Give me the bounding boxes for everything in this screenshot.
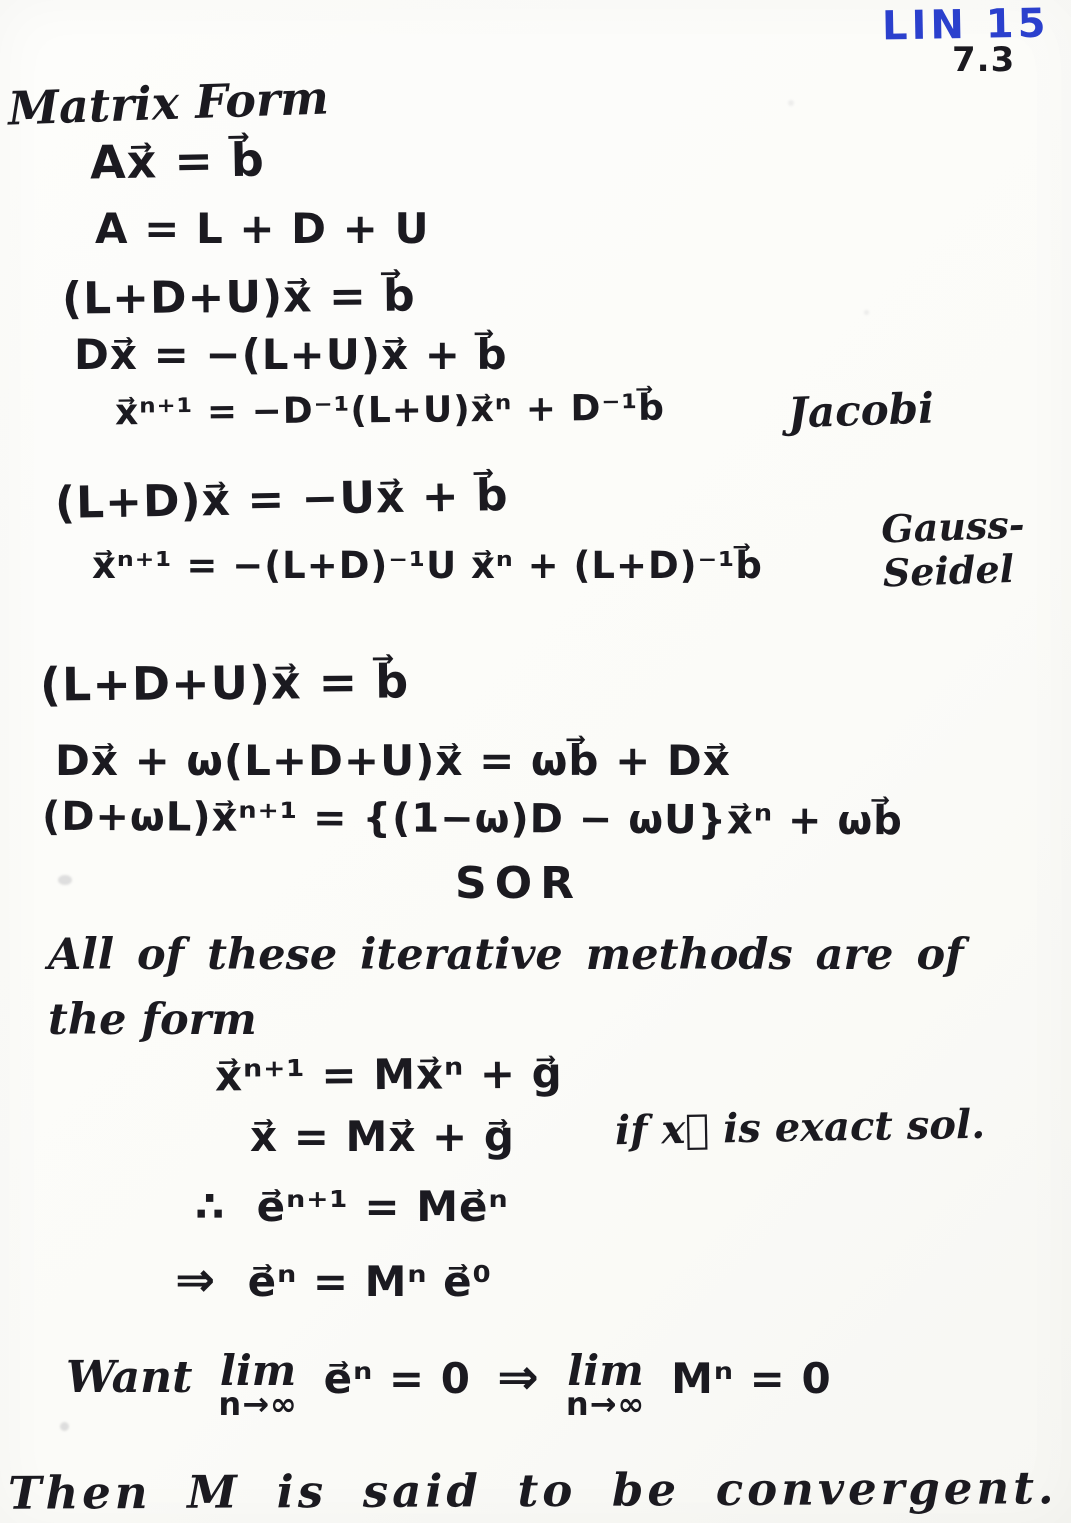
gauss-seidel-label: Gauss- Seidel: [880, 501, 1026, 596]
general-form-eq2: x⃗ = Mx⃗ + g⃗: [250, 1112, 515, 1161]
general-form-eq1: x⃗ⁿ⁺¹ = Mx⃗ⁿ + g⃗: [214, 1048, 563, 1101]
error-eq-text: e⃗ⁿ⁺¹ = Me⃗ⁿ: [256, 1182, 509, 1231]
sor-eq1: (L+D+U)x⃗ = b⃗: [39, 654, 410, 712]
lim-text: lim: [219, 1346, 297, 1395]
want-label: Want: [66, 1352, 193, 1403]
general-form-intro-line1: All of these iterative methods are of: [48, 930, 964, 980]
lim-subscript: n→∞: [565, 1384, 646, 1423]
exact-solution-note: if x⃗ is exact sol.: [614, 1100, 986, 1155]
lim-subscript: n→∞: [218, 1384, 298, 1423]
scan-smudge: [864, 310, 869, 315]
jacobi-eq1: (L+D+U)x⃗ = b⃗: [61, 270, 416, 325]
gauss-seidel-eq1: (L+D)x⃗ = −Ux⃗ + b⃗: [54, 470, 509, 529]
conclusion-text: Then M is said to be convergent.: [7, 1461, 1058, 1520]
error-power-eq-text: e⃗ⁿ = Mⁿ e⃗⁰: [247, 1257, 493, 1306]
error-power-equation: [175, 1252, 492, 1308]
sor-eq3: (D+ωL)x⃗ⁿ⁺¹ = {(1−ω)D − ωU}x⃗ⁿ + ωb⃗: [41, 793, 903, 845]
jacobi-eq2: Dx⃗ = −(L+U)x⃗ + b⃗: [74, 330, 508, 379]
course-code: LIN 15: [881, 0, 1050, 50]
lim-text: lim: [567, 1346, 644, 1395]
error-equation: [195, 1182, 509, 1231]
limit-operator-matrix: [565, 1346, 646, 1423]
page-number: 7.3: [952, 40, 1016, 80]
scan-smudge: [788, 100, 794, 106]
sor-eq2: Dx⃗ + ω(L+D+U)x⃗ = ωb⃗ + Dx⃗: [55, 736, 731, 785]
error-limit-eq: e⃗ⁿ = 0: [323, 1354, 471, 1403]
implies-arrow: ⇒: [496, 1348, 540, 1406]
therefore-symbol: ∴: [195, 1182, 226, 1231]
implies-arrow: ⇒: [175, 1252, 217, 1308]
eq-decomposition: A = L + D + U: [95, 204, 430, 253]
matrix-limit-eq: Mⁿ = 0: [671, 1354, 832, 1403]
eq-system: Ax⃗ = b⃗: [89, 132, 266, 190]
general-form-intro-line2: the form: [48, 995, 257, 1045]
gauss-seidel-eq2: x⃗ⁿ⁺¹ = −(L+D)⁻¹U x⃗ⁿ + (L+D)⁻¹b⃗: [92, 544, 763, 587]
sor-label: SOR: [455, 858, 582, 909]
jacobi-label: Jacobi: [787, 383, 935, 438]
limit-operator-error: [218, 1346, 298, 1423]
scan-smudge: [60, 1422, 69, 1431]
jacobi-eq3: x⃗ⁿ⁺¹ = −D⁻¹(L+U)x⃗ⁿ + D⁻¹b⃗: [114, 387, 666, 434]
scan-smudge: [58, 875, 72, 885]
convergence-condition: [66, 1346, 832, 1423]
page-title: Matrix Form: [7, 70, 330, 136]
